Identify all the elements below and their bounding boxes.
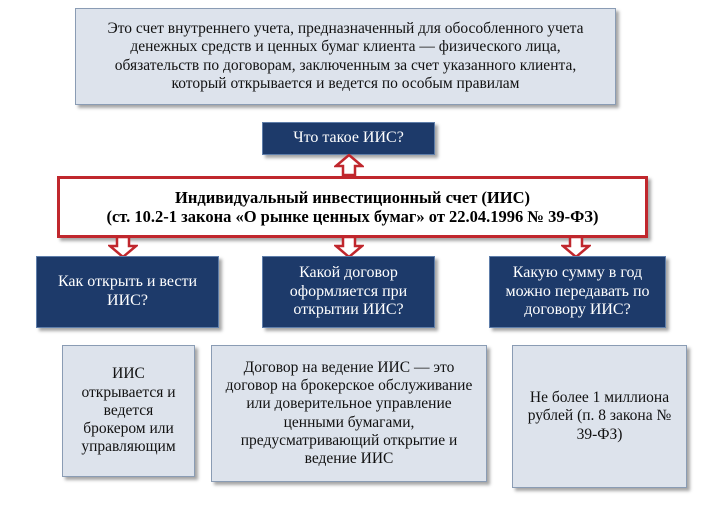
question-open-box bbox=[36, 256, 219, 328]
arrow-down-icon bbox=[561, 236, 591, 258]
question-contract-label: Какой договор оформляется при открытии ИИС? bbox=[289, 263, 408, 319]
arrow-down-icon bbox=[334, 236, 364, 258]
definition-box bbox=[75, 8, 616, 105]
main-title-box bbox=[57, 176, 648, 238]
question-what-label: Что такое ИИС? bbox=[293, 129, 404, 147]
question-open-label: Как открыть и вести ИИС? bbox=[57, 273, 198, 309]
answer-contract-box bbox=[211, 345, 487, 482]
answer-open-text: ИИС открывается и ведется брокером или управляющим bbox=[81, 365, 176, 456]
question-amount-label: Какую сумму в год можно передавать по договору ИИС? bbox=[505, 263, 650, 319]
arrow-up-icon bbox=[334, 154, 364, 176]
answer-contract-text: Договор на ведение ИИС — это договор на брокерское обслуживание или доверительное управление ценными бумагами, предусматривающий открытие и ведение ИИС bbox=[225, 358, 473, 468]
answer-open-box bbox=[62, 345, 195, 477]
answer-amount-text: Не более 1 миллиона рублей (п. 8 закона № 39-ФЗ) bbox=[527, 389, 672, 443]
definition-text: Это счет внутреннего учета, предназначенный для обособленного учета денежных средств и ценных бумаг клиента — физического лица, обязательств по договорам, заключенным за счет указанного клиента, который открывается и ведется по особым правилам bbox=[107, 19, 584, 92]
main-subtitle: (ст. 10.2-1 закона «О рынке ценных бумаг» от 22.04.1996 № 39-ФЗ) bbox=[106, 207, 599, 226]
question-what-box bbox=[262, 122, 435, 155]
main-title: Индивидуальный инвестиционный счет (ИИС) bbox=[175, 187, 530, 207]
arrow-down-icon bbox=[108, 236, 138, 258]
question-amount-box bbox=[489, 256, 666, 328]
question-contract-box bbox=[262, 256, 435, 328]
answer-amount-box bbox=[512, 345, 687, 488]
